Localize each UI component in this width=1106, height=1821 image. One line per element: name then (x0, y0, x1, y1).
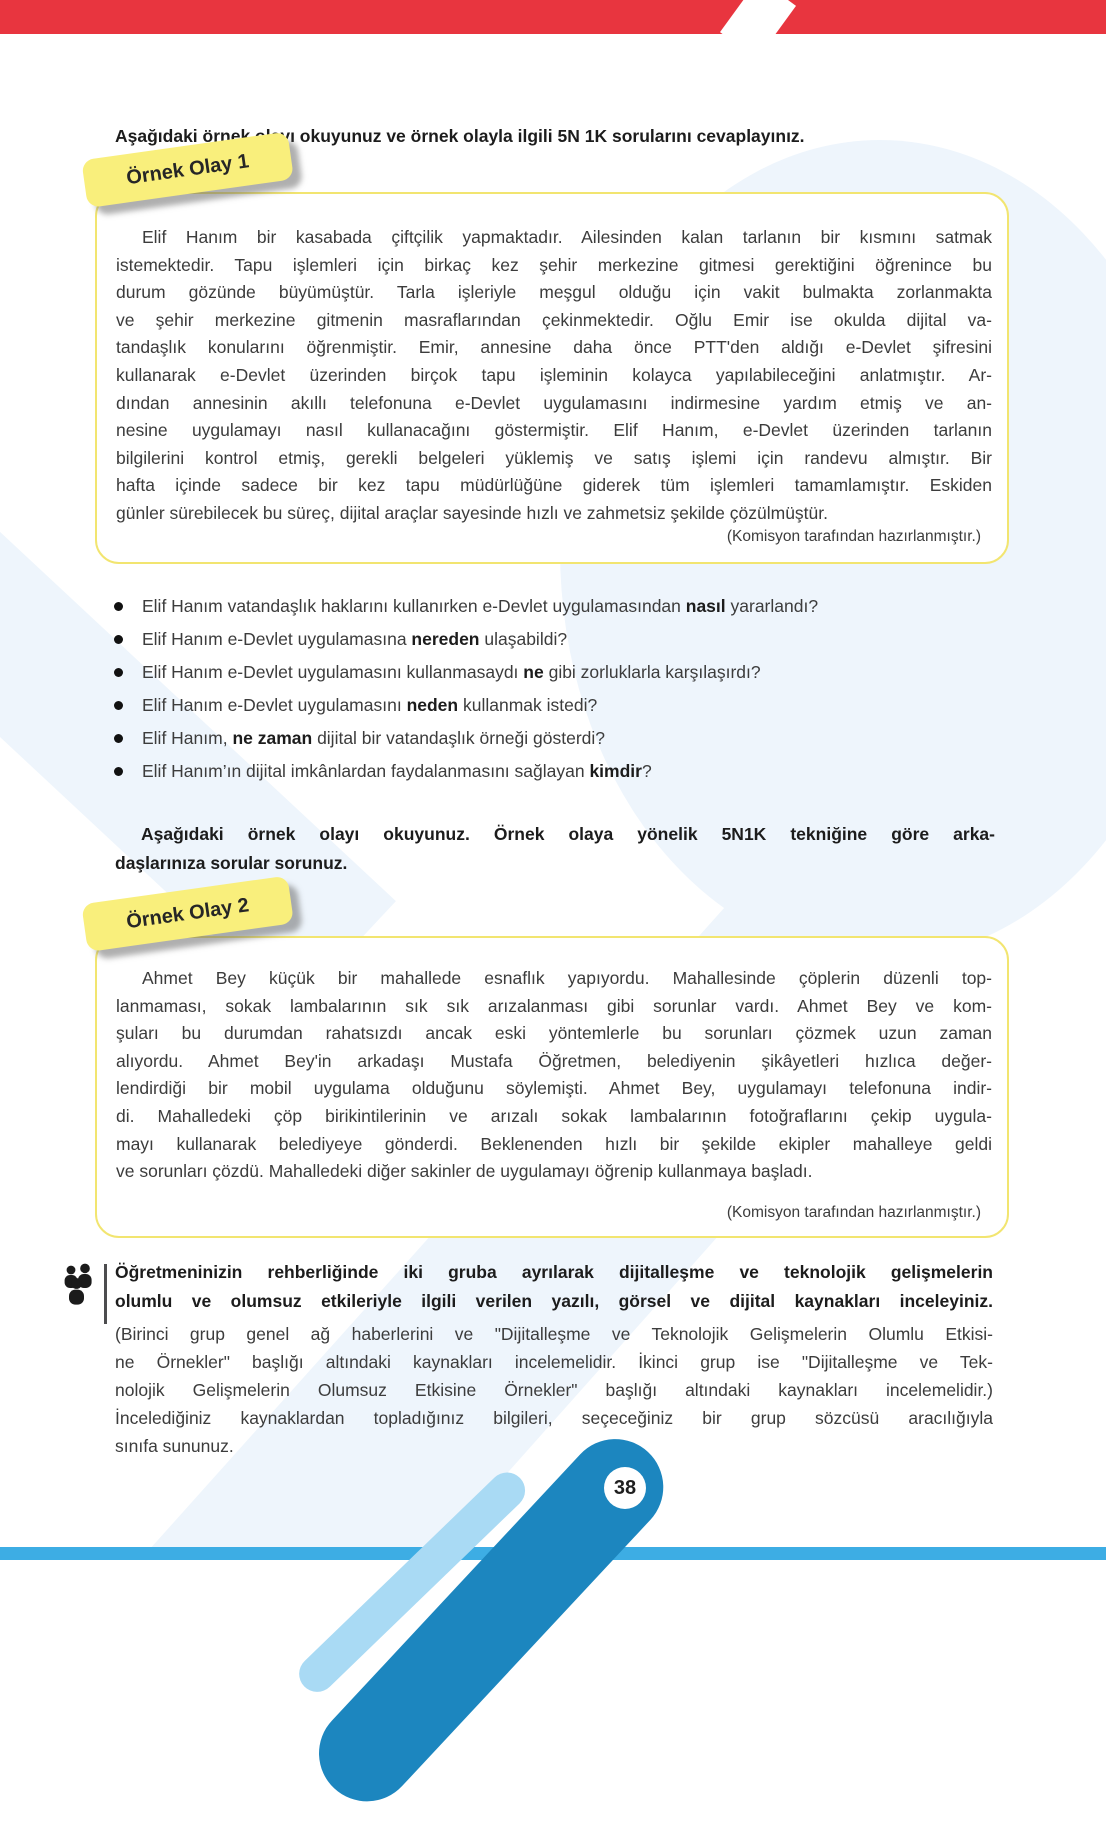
bullet-dot-icon (114, 767, 123, 776)
case-study-box-1 (95, 192, 1009, 564)
case-study-tab-1: Örnek Olay 1 (81, 132, 294, 208)
bullet-dot-icon (114, 602, 123, 611)
page-number-badge: 38 (604, 1467, 646, 1509)
source-note-2: (Komisyon tarafından hazırlanmıştır.) (726, 1204, 981, 1221)
case-study-box-2 (95, 936, 1009, 1238)
case-study-tab-2: Örnek Olay 2 (81, 876, 294, 952)
case-study-2-text: Ahmet Bey küçük bir mahallede esnaflık yapıyordu. Mahallesinde çöplerin düzenli top- lanmaması, sokak lambalarının sık sık arızalanması gibi sorunlar vardı. Ahmet Bey ve kom- şuları bu durumdan rahatsızdı ancak eski yöntemlerle bu sorunları çözmek uzun zaman alıyordu. Ahmet Bey'in arkadaşı Mustafa Öğretmen, belediyenin şikâyetleri hızlıca değer- lendirdiği bir mobil uygulama olduğunu söylemişti. Ahmet Bey, uygulamayı telefonuna indir- di. Mahalledeki çöp birikintilerinin ve arızalı sokak lambalarının fotoğraflarını çekip uygula- mayı kullanarak belediyeye gönderdi. Beklenenden hızlı bir şekilde ekipler mahalleye geldi ve sorunları çözdü. Mahalledeki diğer sakinler de uygulamayı öğrenip kullanmaya başladı. (116, 968, 992, 1182)
question-text: Elif Hanım vatandaşlık haklarını kullanırken e-Devlet uygulamasından nasıl yararlandı? (142, 596, 819, 616)
question-text: Elif Hanım, ne zaman dijital bir vatandaşlık örneği gösterdi? (142, 728, 606, 748)
question-item (112, 724, 998, 752)
bullet-dot-icon (114, 734, 123, 743)
bullet-dot-icon (114, 668, 123, 677)
instruction-heading-1: Aşağıdaki örnek olayı okuyunuz ve örnek olayla ilgili 5N 1K sorularını cevaplayınız. (115, 125, 805, 146)
top-edge-band (0, 0, 1106, 34)
case-study-1-text: Elif Hanım bir kasabada çiftçilik yapmaktadır. Ailesinden kalan tarlanın bir kısmını satmak istemektedir. Tapu işlemleri için birkaç kez şehir merkezine gitmesi gerektiğini öğrenince bu durum gözünde büyümüştür. Tarla işleriyle meşgul olduğu için vakit bulmakta zorlanmakta ve şehir merkezine gitmenin masraflarından çekinmektedir. Oğlu Emir ise okulda dijital va- tandaşlık konularını öğrenmiştir. Emir, annesine daha önce PTT'den aldığı e-Devlet şifresini kullanarak e-Devlet üzerinden birçok tapu işleminin kolayca yapılabileceğini anlatmıştır. Ar- dından annesinin akıllı telefonuna e-Devlet uygulamasını indirmesine yardım etmiş ve an- nesine uygulamayı nasıl kullanacağını göstermiştir. Elif Hanım, e-Devlet üzerinden tarlanın bilgilerini kontrol etmiş, gerekli belgeleri yüklemiş ve satış işlemi için randevu almıştır. Bir hafta içinde sadece bir kez tapu müdürlüğüne giderek tüm işlemleri tamamlamıştır. Eskiden günler sürebilecek bu süreç, dijital araçlar sayesinde hızlı ve zahmetsiz şekilde çözülmüştür. (116, 227, 992, 523)
instruction-heading-2: Aşağıdaki örnek olayı okuyunuz. Örnek olaya yönelik 5N1K tekniğine göre arka- daşlarınıza sorular sorunuz. (115, 824, 995, 873)
top-band-slash (720, 0, 796, 59)
question-list (112, 592, 998, 790)
question-text: Elif Hanım’ın dijital imkânlardan faydalanmasını sağlayan kimdir? (142, 761, 652, 781)
source-note-1: (Komisyon tarafından hazırlanmıştır.) (726, 528, 981, 545)
activity-divider-bar (104, 1264, 107, 1324)
bullet-dot-icon (114, 635, 123, 644)
question-item (112, 625, 998, 653)
question-item (112, 658, 998, 686)
question-item (112, 691, 998, 719)
question-item (112, 757, 998, 785)
question-item (112, 592, 998, 620)
bullet-dot-icon (114, 701, 123, 710)
activity-instruction-bold: Öğretmeninizin rehberliğinde iki gruba ayrılarak dijitalleşme ve teknolojik gelişmelerin olumlu ve olumsuz etkileriyle ilgili verilen yazılı, görsel ve dijital kaynakları inceleyiniz. (115, 1262, 993, 1311)
question-text: Elif Hanım e-Devlet uygulamasını kullanmasaydı ne gibi zorluklarla karşılaşırdı? (142, 662, 761, 682)
activity-instruction-body: (Birinci grup genel ağ haberlerini ve "Dijitalleşme ve Teknolojik Gelişmelerin Olumlu Etkisi- ne Örnekler" başlığı altındaki kaynakları incelemelidir. İkinci grup ise "Dijitalleşme ve Tek- nolojik Gelişmelerin Olumsuz Etkisine Örnekler" başlığı altındaki kaynakları incelemelidir.) İncelediğiniz kaynaklardan topladığınız bilgileri, seçeceğiniz bir grup sözcüsü aracılığıyla sınıfa sununuz. (115, 1324, 993, 1456)
group-icon (62, 1263, 98, 1305)
question-text: Elif Hanım e-Devlet uygulamasına nereden ulaşabildi? (142, 629, 568, 649)
question-text: Elif Hanım e-Devlet uygulamasını neden kullanmak istedi? (142, 695, 598, 715)
